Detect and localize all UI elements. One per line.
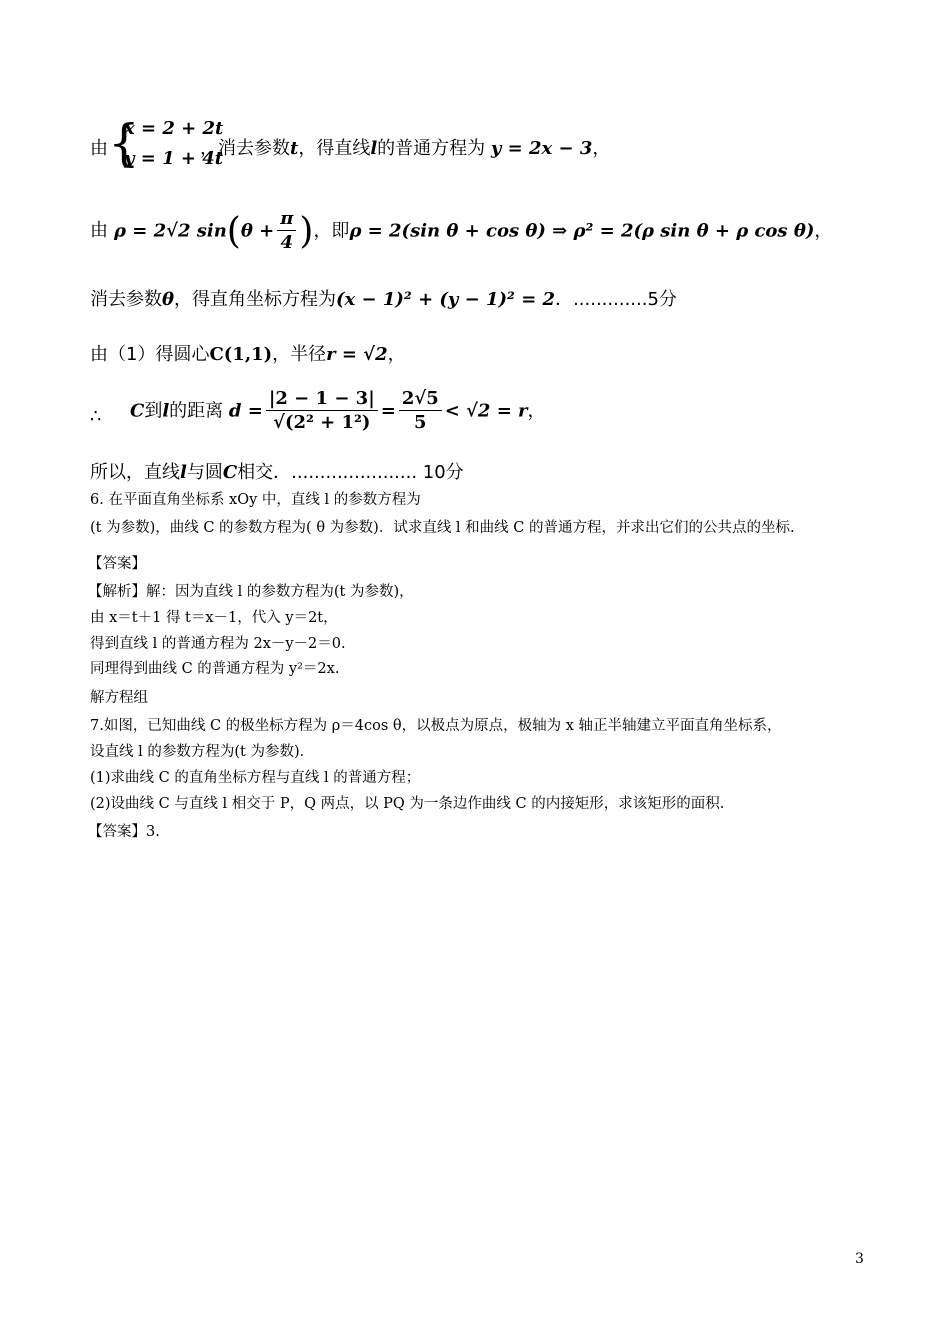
rho-expression: ρ = 2√2 sin(θ + $\frac{\pi}{4}$ )，即ρ = 2(sin θ + cos θ) ⇒ ρ² = 2(ρ sin θ + ρ cos θ)，: [114, 208, 833, 253]
solution-line-4: 由（1）得圆心C(1,1)，半径r = √2，: [90, 344, 406, 365]
q7-part-1: (1)求曲线 C 的直角坐标方程与直线 l 的普通方程；: [90, 770, 421, 786]
text: 由: [90, 138, 108, 159]
q6-step-2: 得到直线 l 的普通方程为 2x－y－2＝0.: [90, 636, 346, 652]
solution-line-3: 消去参数θ，得直角坐标方程为(x − 1)² + (y − 1)² = 2．.............5分: [90, 289, 677, 310]
q7-part-2: (2)设曲线 C 与直线 l 相交于 P，Q 两点，以 PQ 为一条边作曲线 C 的内接矩形，求该矩形的面积.: [90, 796, 725, 812]
distance-expression: C到l的距离 d = $\frac{|2 - 1 - 3|}{\text{√(2² + 1²)}}$ = $\frac{2√5}{5}$ < √2 = r，: [130, 388, 546, 433]
equation-x: x = 2 + 2t: [124, 118, 224, 139]
q6-line-1: 6. 在平面直角坐标系 xOy 中，直线 l 的参数方程为: [90, 492, 421, 508]
q7-answer: 【答案】3.: [88, 824, 160, 840]
q6-step-4: 解方程组: [90, 690, 148, 706]
solution-line-6: 所以，直线l与圆C相交．...................... 10分: [90, 462, 464, 483]
equation-y: y = 1 + 4t: [124, 148, 224, 169]
q6-analysis: 【解析】解：因为直线 l 的参数方程为(t 为参数)，: [88, 584, 414, 600]
text: ，消去参数t，得直线l的普通方程为 y = 2x − 3，: [200, 138, 611, 159]
q7-line-1: 7.如图，已知曲线 C 的极坐标方程为 ρ＝4cos θ，以极点为原点，极轴为 x 轴正半轴建立平面直角坐标系，: [90, 718, 782, 734]
q6-step-1: 由 x＝t＋1 得 t＝x－1，代入 y＝2t，: [90, 610, 338, 626]
q6-line-2: (t 为参数)，曲线 C 的参数方程为( θ 为参数)．试求直线 l 和曲线 C 的普通方程，并求出它们的公共点的坐标.: [90, 520, 795, 536]
q7-line-2: 设直线 l 的参数方程为(t 为参数)．: [90, 744, 315, 760]
q6-step-3: 同理得到曲线 C 的普通方程为 y²＝2x.: [90, 661, 340, 677]
therefore-symbol: ∴: [90, 406, 102, 427]
q6-answer-label: 【答案】: [88, 556, 146, 572]
page-number: 3: [855, 1251, 864, 1267]
text: 由: [90, 220, 108, 241]
left-brace: {: [108, 114, 140, 172]
